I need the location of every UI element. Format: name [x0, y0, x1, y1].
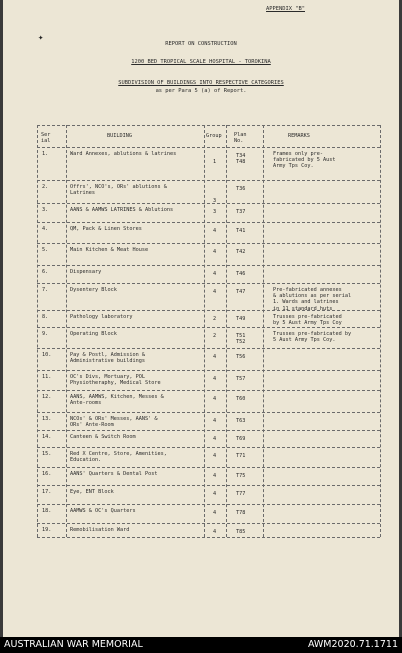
- row-group: 3: [213, 209, 217, 215]
- row-rule: [37, 180, 380, 181]
- column-rule: [380, 125, 381, 537]
- row-serial: 19.: [42, 527, 52, 533]
- row-group: 2: [213, 333, 217, 339]
- row-plan: T56: [236, 354, 246, 360]
- row-serial: 10.: [42, 352, 52, 358]
- row-serial: 15.: [42, 451, 52, 457]
- row-remarks: Trusses pre-fabricated by 5 Aust Army Tps Coy.: [273, 331, 352, 344]
- row-group: 4: [213, 249, 217, 255]
- row-rule: [37, 265, 380, 266]
- appendix-label: APPENDIX "B": [266, 6, 305, 12]
- footer-institution: AUSTRALIAN WAR MEMORIAL: [4, 639, 143, 650]
- column-rule: [37, 125, 38, 537]
- row-remarks: Pre-fabricated annexes & ablutions as per serial 1. Wards and latrines in 11 standard huts: [273, 287, 352, 312]
- column-rule: [204, 125, 205, 537]
- row-rule: [37, 243, 380, 244]
- row-serial: 18.: [42, 508, 52, 514]
- row-building: AANS, AAMWS, Kitchen, Messes & Ante-rooms: [70, 394, 164, 407]
- row-rule: [37, 125, 380, 126]
- column-rule: [226, 125, 227, 537]
- row-group: 4: [213, 473, 217, 479]
- row-plan: T51 T52: [236, 333, 246, 346]
- hospital-line: 1200 BED TROPICAL SCALE HOSPITAL - TOROKINA: [131, 59, 271, 65]
- row-group: 2: [213, 316, 217, 322]
- header-plan: Plan No.: [234, 132, 247, 145]
- row-plan: T85: [236, 529, 246, 535]
- row-plan: T78: [236, 510, 246, 516]
- row-group: 4: [213, 491, 217, 497]
- row-rule: [37, 504, 380, 505]
- column-rule: [263, 125, 264, 537]
- row-rule: [37, 370, 380, 371]
- row-group: 4: [213, 271, 217, 277]
- row-rule: [37, 283, 380, 284]
- row-building: AANS' Quarters & Dental Post: [70, 471, 158, 477]
- row-building: Dispensary: [70, 269, 102, 275]
- row-serial: 5.: [42, 247, 49, 253]
- row-building: Red X Centre, Store, Amenities, Education.: [70, 451, 167, 464]
- row-building: AAMWS & OC's Quarters: [70, 508, 136, 514]
- row-plan: T36: [236, 186, 246, 192]
- row-rule: [37, 485, 380, 486]
- row-group: 4: [213, 453, 217, 459]
- row-group: 4: [213, 529, 217, 535]
- header-remarks: REMARKS: [288, 133, 310, 139]
- row-plan: T57: [236, 376, 246, 382]
- row-building: Main Kitchen & Meat House: [70, 247, 149, 253]
- row-building: Operating Block: [70, 331, 117, 337]
- report-title: REPORT ON CONSTRUCTION: [165, 41, 237, 47]
- row-building: Eye, ENT Block: [70, 489, 114, 495]
- row-plan: T75: [236, 473, 246, 479]
- pin-mark: ✦: [38, 33, 44, 43]
- row-rule: [37, 537, 380, 538]
- row-plan: T60: [236, 396, 246, 402]
- document-page: [3, 0, 399, 637]
- row-building: AANS & AAMWS LATRINES & Ablutions: [70, 207, 174, 213]
- row-plan: T71: [236, 453, 246, 459]
- row-serial: 9.: [42, 331, 49, 337]
- row-building: Offrs', NCO's, ORs' ablutions & Latrines: [70, 184, 167, 197]
- row-serial: 1.: [42, 151, 49, 157]
- row-serial: 12.: [42, 394, 52, 400]
- row-building: OC's Divs, Mortuary, POL Physiotheraphy, Medical Store: [70, 374, 161, 387]
- buildings-table: [37, 125, 380, 537]
- row-group: 4: [213, 396, 217, 402]
- row-serial: 3.: [42, 207, 49, 213]
- row-group: 4: [213, 228, 217, 234]
- row-rule: [37, 467, 380, 468]
- row-building: Pathology laboratory: [70, 314, 133, 320]
- row-rule: [37, 147, 380, 148]
- row-rule: [37, 327, 380, 328]
- row-building: Canteen & Switch Room: [70, 434, 136, 440]
- row-building: Remobilisation Ward: [70, 527, 130, 533]
- row-rule: [37, 523, 380, 524]
- archive-footer: [0, 637, 402, 653]
- row-serial: 14.: [42, 434, 52, 440]
- row-serial: 4.: [42, 226, 49, 232]
- row-serial: 7.: [42, 287, 49, 293]
- row-group: 4: [213, 289, 217, 295]
- row-rule: [37, 447, 380, 448]
- row-plan: T69: [236, 436, 246, 442]
- subdivision-title: SUBDIVISION OF BUILDINGS INTO RESPECTIVE CATEGORIES: [118, 80, 284, 86]
- row-plan: T42: [236, 249, 246, 255]
- row-remarks: Trusses pre-fabricated by 5 Aust Army Tps Coy: [273, 314, 342, 327]
- row-remarks: Frames only pre- fabricated by 5 Aust Army Tps Coy.: [273, 151, 336, 170]
- row-rule: [37, 430, 380, 431]
- row-group: 4: [213, 418, 217, 424]
- row-building: QM, Pack & Linen Stores: [70, 226, 142, 232]
- row-serial: 11.: [42, 374, 52, 380]
- row-plan: T63: [236, 418, 246, 424]
- row-building: Pay & Postl, Admission & Administrative buildings: [70, 352, 145, 365]
- row-plan: T37: [236, 209, 246, 215]
- para-reference: as per Para 5 (a) of Report.: [155, 88, 247, 94]
- row-building: Ward Annexes, ablutions & latrines: [70, 151, 177, 157]
- row-serial: 6.: [42, 269, 49, 275]
- row-rule: [37, 412, 380, 413]
- row-plan: T34 T48: [236, 153, 246, 166]
- header-serial: Ser ial: [41, 132, 51, 145]
- row-serial: 16.: [42, 471, 52, 477]
- row-plan: T47: [236, 289, 246, 295]
- row-building: NCOs' & ORs' Messes, AANS' & ORs' Ante-Room: [70, 416, 158, 429]
- row-plan: T77: [236, 491, 246, 497]
- row-group: 3: [213, 198, 217, 204]
- row-plan: T49: [236, 316, 246, 322]
- row-plan: T46: [236, 271, 246, 277]
- row-group: 1: [213, 159, 217, 165]
- footer-accession-number: AWM2020.71.1711: [307, 639, 398, 650]
- row-rule: [37, 348, 380, 349]
- row-rule: [37, 390, 380, 391]
- row-group: 4: [213, 354, 217, 360]
- row-building: Dysentery Block: [70, 287, 117, 293]
- row-rule: [37, 203, 380, 204]
- row-serial: 13.: [42, 416, 52, 422]
- column-rule: [66, 125, 67, 537]
- header-building: BUILDING: [107, 133, 132, 139]
- row-group: 4: [213, 436, 217, 442]
- row-rule: [37, 222, 380, 223]
- row-serial: 2.: [42, 184, 49, 190]
- row-group: 4: [213, 376, 217, 382]
- row-serial: 17.: [42, 489, 52, 495]
- row-group: 4: [213, 510, 217, 516]
- row-plan: T41: [236, 228, 246, 234]
- header-group: Group: [206, 133, 222, 139]
- row-serial: 8.: [42, 314, 49, 320]
